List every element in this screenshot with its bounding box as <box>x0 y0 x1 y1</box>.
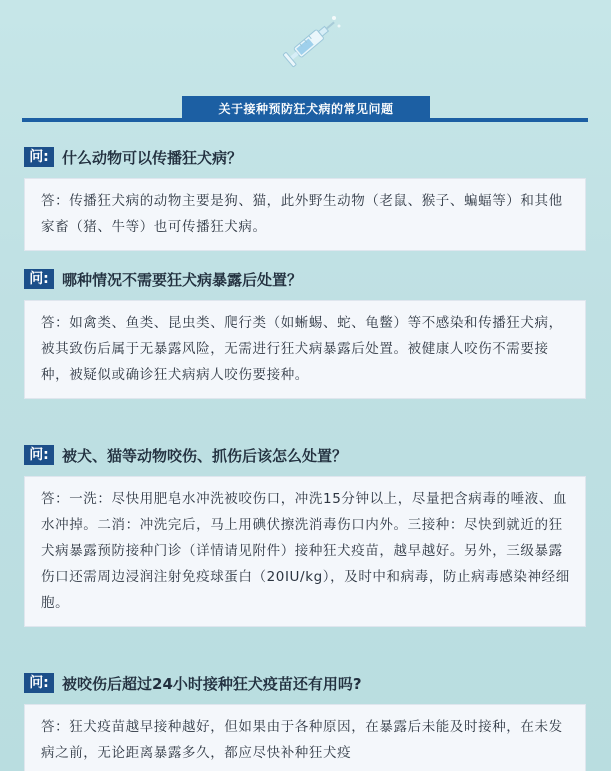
qa-item <box>24 146 586 251</box>
question-tag: 问: <box>24 445 54 465</box>
question-text: 什么动物可以传播狂犬病？ <box>62 148 243 167</box>
answer-box: 答：狂犬疫苗越早接种越好，但如果由于各种原因，在暴露后未能及时接种，在未发病之前，无论距离暴露多久，都应尽快补种狂犬疫 <box>24 704 586 771</box>
section-header <box>22 96 588 124</box>
question-tag: 问: <box>24 147 54 167</box>
question-row <box>24 672 586 694</box>
syringe-icon <box>276 8 346 78</box>
question-tag: 问: <box>24 269 54 289</box>
question-text: 哪种情况不需要狂犬病暴露后处置？ <box>62 270 303 289</box>
page-title: 关于接种预防狂犬病的常见问题 <box>182 96 430 122</box>
qa-item <box>24 444 586 627</box>
question-tag: 问: <box>24 673 54 693</box>
question-row <box>24 444 586 466</box>
question-text: 被咬伤后超过24小时接种狂犬疫苗还有用吗? <box>62 674 362 693</box>
answer-box: 答：传播狂犬病的动物主要是狗、猫，此外野生动物（老鼠、猴子、蝙蝠等）和其他家畜（猪、牛等）也可传播狂犬病。 <box>24 178 586 251</box>
qa-item <box>24 268 586 399</box>
question-row <box>24 146 586 168</box>
question-row <box>24 268 586 290</box>
qa-item <box>24 672 586 771</box>
question-text: 被犬、猫等动物咬伤、抓伤后该怎么处置？ <box>62 446 348 465</box>
answer-box: 答：如禽类、鱼类、昆虫类、爬行类（如蜥蜴、蛇、龟鳖）等不感染和传播狂犬病，被其致伤后属于无暴露风险，无需进行狂犬病暴露后处置。被健康人咬伤不需要接种，被疑似或确诊狂犬病病人咬伤要接种。 <box>24 300 586 399</box>
answer-box: 答：一洗：尽快用肥皂水冲洗被咬伤口，冲洗15分钟以上，尽量把含病毒的唾液、血水冲掉。二消：冲洗完后，马上用碘伏擦洗消毒伤口内外。三接种：尽快到就近的狂犬病暴露预防接种门诊（详情请见附件）接种狂犬疫苗，越早越好。另外，三级暴露伤口还需周边浸润注射免疫球蛋白（20IU/kg），及时中和病毒，防止病毒感染神经细胞。 <box>24 476 586 627</box>
